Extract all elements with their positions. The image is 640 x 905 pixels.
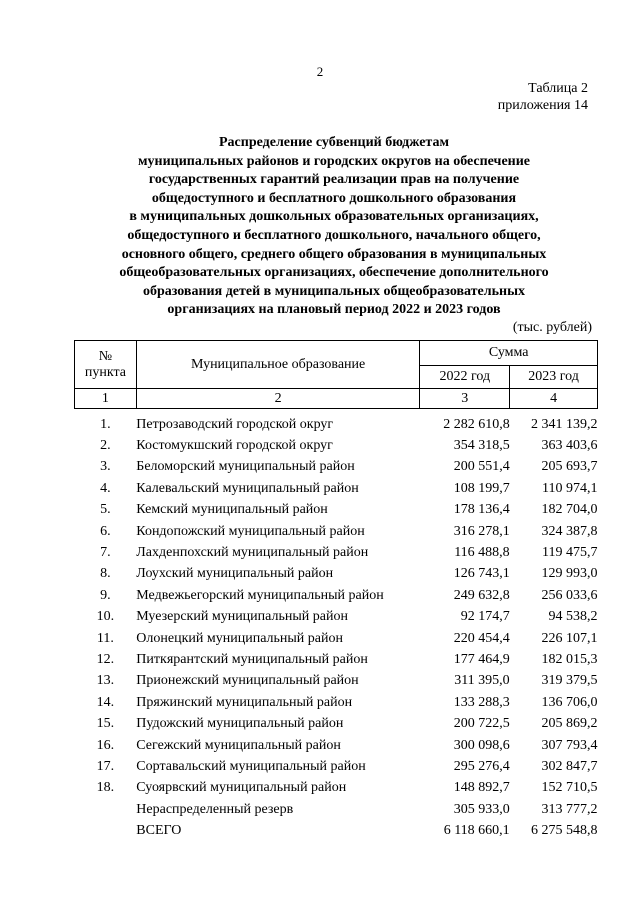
row-municipality: Лахденпохский муниципальный район: [136, 545, 369, 561]
row-municipality: Прионежский муниципальный район: [136, 673, 359, 689]
row-value-2022: 295 276,4: [453, 758, 510, 774]
row-number: 17.: [96, 758, 115, 774]
table-row: [75, 435, 598, 456]
index-col-1: 1: [75, 389, 137, 409]
row-number: 9.: [100, 587, 111, 603]
index-col-3: 3: [420, 389, 510, 409]
row-value-2022: 200 722,5: [453, 716, 510, 732]
row-value-2023: 136 706,0: [541, 694, 598, 710]
row-number: 4.: [100, 480, 111, 496]
row-number: 18.: [96, 780, 115, 796]
header-year-2023: 2023 год: [510, 366, 598, 389]
row-municipality: Питкярантский муниципальный район: [136, 651, 368, 667]
table-row: [75, 414, 598, 435]
table-reference: [498, 80, 588, 114]
header-municipality: Муниципальное образование: [136, 341, 420, 389]
table-row: [75, 457, 598, 478]
row-number: 12.: [96, 651, 115, 667]
row-value-2023: 6 275 548,8: [531, 823, 598, 839]
row-municipality: Петрозаводский городской округ: [136, 416, 334, 432]
row-value-2022: 126 743,1: [453, 566, 510, 582]
title-line: общедоступного и бесплатного дошкольного образования: [151, 190, 517, 206]
table-ref-line2: приложения 14: [497, 98, 588, 113]
title-line: образования детей в муниципальных общеобразовательных: [142, 283, 526, 299]
document-title: [84, 134, 584, 320]
title-line: основного общего, среднего общего образования в муниципальных: [121, 246, 547, 262]
row-value-2022: 249 632,8: [453, 587, 510, 603]
units-label: (тыс. рублей): [512, 320, 592, 335]
table-row: [75, 478, 598, 499]
header-number: [75, 341, 137, 389]
row-number: 14.: [96, 694, 115, 710]
row-municipality: Кемский муниципальный район: [136, 502, 328, 518]
row-value-2023: 182 015,3: [541, 651, 598, 667]
row-number: 1.: [100, 416, 111, 432]
row-number: 11.: [96, 630, 114, 646]
row-number: 6.: [100, 523, 111, 539]
header-number-line2: пункта: [84, 364, 126, 380]
row-number: 15.: [96, 716, 115, 732]
row-municipality: Медвежьегорский муниципальный район: [136, 587, 384, 603]
table-row: [75, 692, 598, 713]
row-municipality: Нераспределенный резерв: [136, 801, 294, 817]
row-value-2023: 205 693,7: [541, 459, 598, 475]
page-number: 2: [316, 64, 324, 79]
row-municipality: Сегежский муниципальный район: [136, 737, 341, 753]
row-number: 13.: [96, 673, 115, 689]
table-row: [75, 820, 598, 841]
row-number: 2.: [100, 438, 111, 454]
row-number: 10.: [96, 609, 115, 625]
table-body: [75, 409, 598, 842]
table-row: [75, 799, 598, 820]
row-value-2023: 363 403,6: [541, 438, 598, 454]
subvention-table: [74, 340, 598, 842]
row-value-2022: 220 454,4: [453, 630, 510, 646]
row-value-2023: 313 777,2: [541, 801, 598, 817]
row-value-2023: 2 341 139,2: [531, 416, 598, 432]
row-municipality: Лоухский муниципальный район: [136, 566, 334, 582]
row-number: 8.: [100, 566, 111, 582]
row-municipality: Пудожский муниципальный район: [136, 716, 344, 732]
table-row: [75, 607, 598, 628]
row-number: 7.: [100, 545, 111, 561]
title-line: организациях на плановый период 2022 и 2023 годов: [167, 302, 501, 318]
title-line: общедоступного и бесплатного дошкольного, начального общего,: [127, 227, 541, 243]
row-municipality: Муезерский муниципальный район: [136, 609, 348, 625]
row-value-2023: 302 847,7: [541, 758, 598, 774]
row-number: 3.: [100, 459, 111, 475]
row-value-2022: 178 136,4: [453, 502, 510, 518]
row-value-2023: 119 475,7: [542, 545, 598, 561]
table-row: [75, 671, 598, 692]
row-number: 16.: [96, 737, 115, 753]
row-value-2023: 324 387,8: [541, 523, 598, 539]
table-row: [75, 756, 598, 777]
table-row: [75, 713, 598, 734]
header-number-line1: №: [98, 348, 113, 364]
row-value-2023: 110 974,1: [542, 480, 598, 496]
row-value-2023: 205 869,2: [541, 716, 598, 732]
title-line: Распределение субвенций бюджетам: [219, 135, 449, 150]
row-value-2022: 6 118 660,1: [443, 823, 510, 839]
row-municipality: Беломорский муниципальный район: [136, 459, 355, 475]
table-row: [75, 500, 598, 521]
title-line: муниципальных районов и городских округов на обеспечение: [137, 153, 531, 169]
row-value-2023: 307 793,4: [541, 737, 598, 753]
row-value-2023: 152 710,5: [541, 780, 598, 796]
row-number: [75, 799, 137, 820]
title-line: общеобразовательных организациях, обеспечение дополнительного: [119, 265, 549, 281]
row-municipality: Суоярвский муниципальный район: [136, 780, 347, 796]
title-line: государственных гарантий реализации прав на получение: [148, 172, 520, 188]
row-value-2023: 182 704,0: [541, 502, 598, 518]
row-value-2023: 256 033,6: [541, 587, 598, 603]
row-value-2022: 316 278,1: [453, 523, 510, 539]
row-value-2022: 200 551,4: [453, 459, 510, 475]
table-row: [75, 628, 598, 649]
row-value-2022: 300 098,6: [453, 737, 510, 753]
row-value-2022: 116 488,8: [454, 545, 510, 561]
row-value-2022: 177 464,9: [453, 651, 510, 667]
row-value-2023: 129 993,0: [541, 566, 598, 582]
row-municipality: Сортавальский муниципальный район: [136, 758, 366, 774]
row-municipality: Калевальский муниципальный район: [136, 480, 359, 496]
table-ref-line1: Таблица 2: [528, 81, 588, 96]
table-row: [75, 521, 598, 542]
index-col-2: 2: [136, 389, 420, 409]
row-value-2023: 226 107,1: [541, 630, 598, 646]
table-row: [75, 542, 598, 563]
row-value-2022: 108 199,7: [453, 480, 510, 496]
header-year-2022: 2022 год: [420, 366, 510, 389]
row-value-2022: 2 282 610,8: [443, 416, 510, 432]
row-value-2022: 148 892,7: [453, 780, 510, 796]
table-row: [75, 735, 598, 756]
header-sum: Сумма: [420, 341, 598, 366]
row-value-2022: 311 395,0: [454, 673, 510, 689]
row-value-2022: 133 288,3: [453, 694, 510, 710]
row-municipality: Олонецкий муниципальный район: [136, 630, 343, 646]
title-line: в муниципальных дошкольных образовательных организациях,: [129, 209, 539, 225]
table-row: [75, 564, 598, 585]
row-number: [75, 820, 137, 841]
row-value-2022: 92 174,7: [460, 609, 510, 625]
row-value-2022: 354 318,5: [453, 438, 510, 454]
table-row: [75, 649, 598, 670]
row-municipality: ВСЕГО: [136, 823, 182, 839]
row-value-2023: 94 538,2: [548, 609, 598, 625]
table-row: [75, 778, 598, 799]
row-number: 5.: [100, 502, 111, 518]
row-value-2023: 319 379,5: [541, 673, 598, 689]
row-municipality: Кондопожский муниципальный район: [136, 523, 365, 539]
row-municipality: Костомукшский городской округ: [136, 438, 333, 454]
row-value-2022: 305 933,0: [453, 801, 510, 817]
row-municipality: Пряжинский муниципальный район: [136, 694, 353, 710]
index-col-4: 4: [510, 389, 598, 409]
table-row: [75, 585, 598, 606]
